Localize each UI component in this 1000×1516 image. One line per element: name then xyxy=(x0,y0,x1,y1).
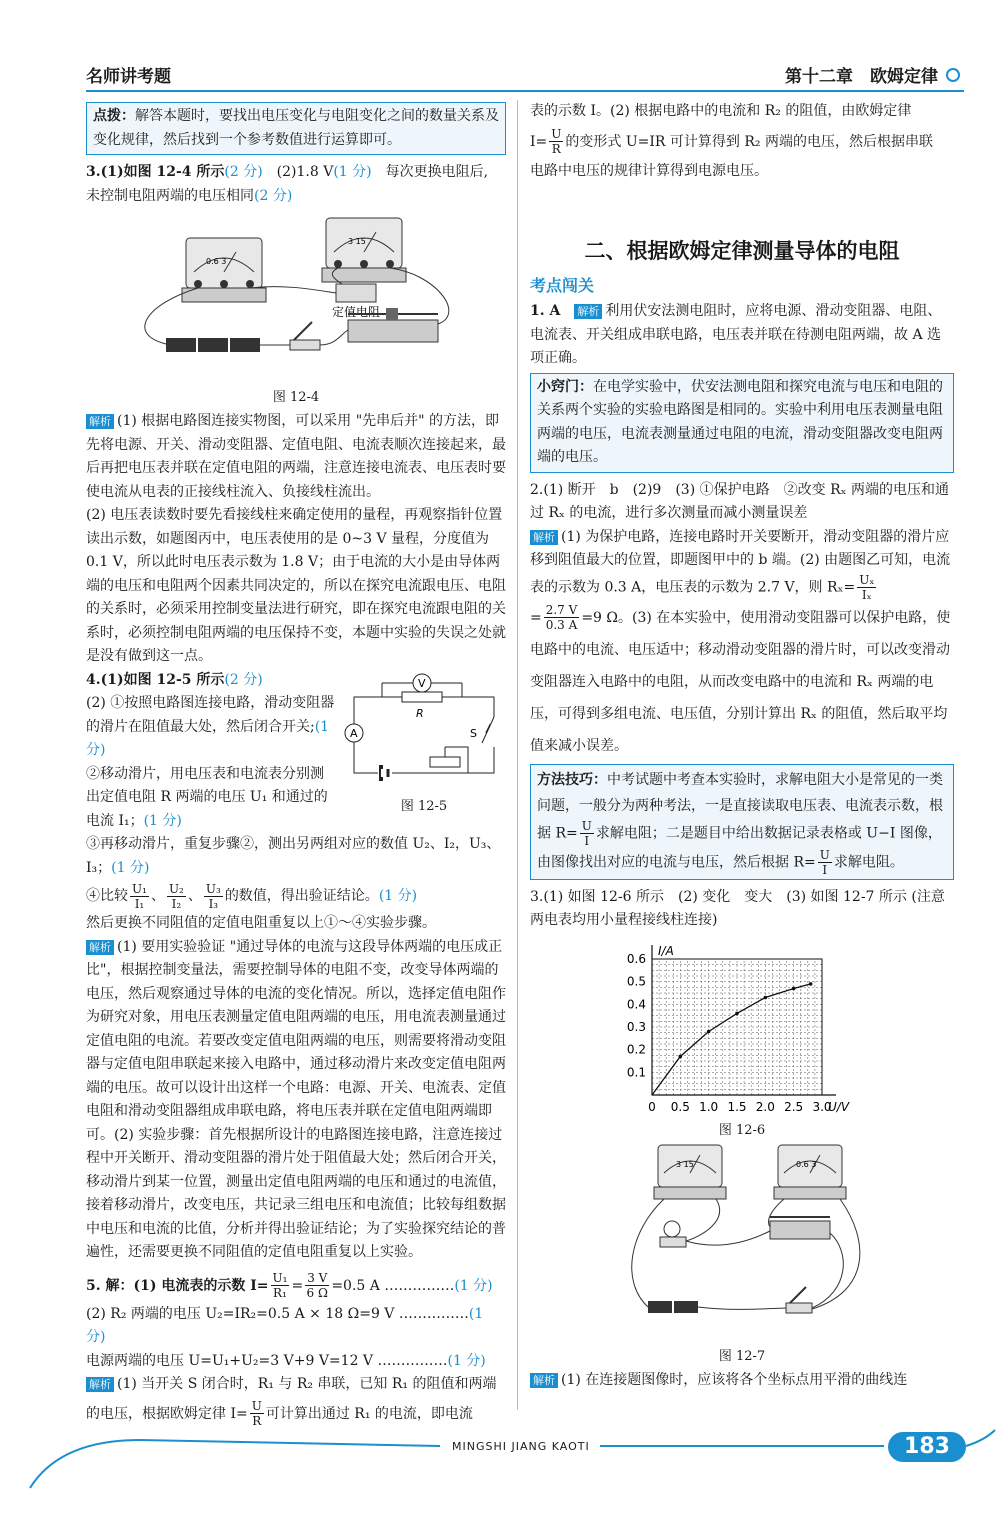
book-title: 名师讲考题 xyxy=(86,67,171,87)
score: (2 分) xyxy=(224,671,263,688)
q3-analysis xyxy=(86,410,506,504)
meter-scale: 0.6 3 xyxy=(206,257,227,266)
ammeter-icon xyxy=(774,1145,846,1199)
x-tick-label: 0 xyxy=(648,1099,656,1114)
meter-scale: 3 15 xyxy=(676,1159,694,1169)
circuit-photo-12-7 xyxy=(530,1141,954,1341)
figure-caption: 图 12-4 xyxy=(272,390,320,405)
score: (1 分) xyxy=(454,1277,493,1294)
continued-text-3: 电路中电压的规律计算得到电源电压。 xyxy=(530,162,768,179)
q5-part3: (2) R₂ 两端的电压 U₂=IR₂=0.5 A × 18 Ω=9 V …………… xyxy=(86,1305,469,1322)
figure-12-5 xyxy=(342,673,506,814)
tip-label: 方法技巧： xyxy=(537,771,607,788)
q5-analysis xyxy=(86,1373,506,1397)
y-tick-label: 0.2 xyxy=(626,1042,646,1057)
data-point xyxy=(792,986,796,990)
switch-label: S xyxy=(470,726,477,740)
tip-text: 求解电阻。 xyxy=(833,854,904,870)
q3-part4: 未控制电阻两端的电压相同 xyxy=(86,187,254,204)
x-tick-label: 0.5 xyxy=(670,1099,690,1114)
analysis-tag: 解析 xyxy=(530,530,558,545)
figure-caption: 图 12-6 xyxy=(718,1122,766,1138)
equals: = xyxy=(291,1277,304,1294)
q4-block: 4.(1)如图 12-5 所示(2 分) (2) ①按照电路图连接电路，滑动变阻器的滑片在阻值最大处，然后闭合开关;(1 分) ②移动滑片，用电压表和电流表分别测出定值电阻 R 两端的电压 U₁ 和通过的电流 I₁；(1 分) V R A S 图 12-5 ③再移动滑片，重复步骤②，测出另两组对应的数值 U₂、I₂，U₃、I₃；(1 分) ④比较 $\frac{\text{U₁}}{\text{I₁}}$ 、 $\frac{\text{U₂}}{\text{I₂}}$ 、 $\frac{\text{U₃}}{\text{I₃}}$ 的数值，得出验证结论。(1 分) 然后更换不同阻值的定值电阻重复以上①～④实验步骤。 xyxy=(86,669,506,936)
q3-answer xyxy=(86,161,506,208)
score: (2 分) xyxy=(254,187,293,204)
ammeter-icon xyxy=(182,238,266,302)
chart-grid xyxy=(652,959,822,1095)
battery-icon xyxy=(648,1301,698,1313)
q5-part1: 5. 解：(1) 电流表的示数 I= xyxy=(86,1277,269,1294)
resistor-label: R xyxy=(416,706,424,720)
analysis-tag: 解析 xyxy=(530,1373,558,1388)
tip-text: 中考试题中考查本实验时，求解电阻大小是常见的一类问题，一般分为两种考法，一是直接读取电压表、电流表示数，根据 R= xyxy=(537,771,943,841)
score: (1 分) xyxy=(111,859,150,876)
q4-step1: (2) ①按照电路图连接电路，滑动变阻器的滑片在阻值最大处，然后闭合开关; xyxy=(86,695,335,735)
analysis-text: 的电压，根据欧姆定律 I= xyxy=(86,1405,248,1422)
page-footer xyxy=(0,1410,1000,1490)
score: (1 分) xyxy=(86,718,330,758)
analysis-text: =9 Ω。(3) 在本实验中，使用滑动变阻器可以保护电路，使电路中的电流、电压适中；移动滑动变阻器的滑片时，可以改变滑动变阻器连入电路中的电阻，从而改变电路中的电流和 Rₓ 两端的电压，可得到多组电流、电压值，分别计算出 Rₓ 的阻值，然后取平均值来减小误差。 xyxy=(530,609,951,754)
fraction: $\frac{U}{I}$ xyxy=(581,818,592,848)
ammeter-label: A xyxy=(350,726,358,740)
q4-step2: ②移动滑片，用电压表和电流表分别测出定值电阻 R 两端的电压 U₁ 和通过的电流 I₁； xyxy=(86,765,328,829)
q4-part1: 4.(1)如图 12-5 所示 xyxy=(86,671,225,688)
q5-part2: =0.5 A …………… xyxy=(331,1277,455,1294)
q3-part1: 3.(1)如图 12-4 所示 xyxy=(86,164,225,180)
voltmeter-label: V xyxy=(418,676,426,690)
figure-caption: 图 12-5 xyxy=(400,798,448,814)
q5-part4: 电源两端的电压 U=U₁+U₂=3 V+9 V=12 V …………… xyxy=(86,1352,448,1369)
rheostat-icon xyxy=(770,1217,830,1239)
continued-text: 表的示数 I。(2) 根据电路中的电流和 R₂ 的阻值，由欧姆定律 xyxy=(530,103,912,119)
footer-brand: MINGSHI JIANG KAOTI xyxy=(452,1440,590,1453)
left-column xyxy=(86,100,506,1431)
q4-step4: ④比较 xyxy=(86,888,128,904)
analysis-tag: 解析 xyxy=(574,304,602,319)
score: (1 分) xyxy=(447,1352,486,1369)
score: (2 分) xyxy=(224,164,263,180)
resistor-symbol xyxy=(402,692,442,702)
data-point xyxy=(707,1029,711,1033)
rheostat-icon xyxy=(348,308,438,342)
fraction: $\frac{\text{Uₓ}}{\text{Iₓ}}$ xyxy=(859,572,875,602)
figure-12-4 xyxy=(86,214,506,404)
chapter-title: 第十二章 欧姆定律 xyxy=(785,67,938,87)
fraction: $\frac{\text{U₁}}{\text{I₁}}$ xyxy=(132,881,147,911)
section-title: 二、根据欧姆定律测量导体的电阻 xyxy=(584,239,900,263)
q5-line2 xyxy=(86,1303,506,1350)
q5-line1 xyxy=(86,1269,506,1303)
y-tick-label: 0.1 xyxy=(626,1064,646,1079)
circle-icon xyxy=(946,68,960,82)
x-tick-label: 1.5 xyxy=(727,1099,747,1114)
x-tick-label: 1.0 xyxy=(699,1099,719,1114)
x-tick-label: 2.0 xyxy=(755,1099,775,1114)
y-tick-label: 0.4 xyxy=(626,996,646,1011)
x-tick-label: 2.5 xyxy=(784,1099,804,1114)
score: (1 分) xyxy=(378,888,418,904)
tip-label: 点拨： xyxy=(93,108,135,124)
chart-axes xyxy=(652,944,850,1114)
switch-icon xyxy=(786,1287,812,1313)
q4-step3: ③再移动滑片，重复步骤②，测出另两组对应的数值 U₂、I₂，U₃、I₃； xyxy=(86,836,501,876)
analysis-tag: 解析 xyxy=(86,940,114,955)
score: (1 分) xyxy=(143,812,182,829)
tip-box-3 xyxy=(530,764,954,880)
voltmeter-icon xyxy=(322,218,406,282)
analysis-text: 利用伏安法测电阻时，应将电源、滑动变阻器、电阻、电流表、开关组成串联电路，电压表并联在待测电阻两端，故 A 选项正确。 xyxy=(530,303,942,366)
q3-answer: 3.(1) 如图 12-6 所示 (2) 变化 变大 (3) 如图 12-7 所示 (注意两电表均用小量程接线柱连接) xyxy=(530,888,945,928)
tip-label: 小窍门： xyxy=(537,378,593,395)
right-column xyxy=(530,100,954,1392)
analysis-text: (1) 根据电路图连接实物图，可以采用 "先串后并" 的方法，即先将电源、开关、滑动变阻器、定值电阻、电流表顺次连接起来，最后再把电压表并联在定值电阻的两端，注意连接电流表、电压表时要使电流从电表的正接线柱流入、负接线柱流出。 xyxy=(86,413,506,500)
x-tick-label: 3.0 xyxy=(812,1099,832,1114)
switch-icon xyxy=(290,322,320,350)
q4-step4b: 的数值，得出验证结论。 xyxy=(224,888,379,904)
figure-caption: 图 12-7 xyxy=(718,1348,766,1364)
q3-analysis-2: (2) 电压表读数时要先看接线柱来确定使用的量程，再观察指针位置读出示数，如题图丙中，电压表使用的是 0~3 V 量程，分度值为 0.1 V，所以此时电压表示数为 1.8 V；由于电流的大小是由导体两端的电压和电阻两个因素共同决定的，所以在探究电流跟电压、电阻的关系时，必须采用控制变量法进行研究，即在探究电流跟电阻的关系时，必须控制电阻两端的电压保持不变，本题中实验的失误之处就是没有做到这一点。 xyxy=(86,507,506,664)
fraction: $\frac{2.7 V}{0.3 A}$ xyxy=(545,603,578,632)
analysis-text: (1) 在连接题图像时，应该将各个坐标点用平滑的曲线连 xyxy=(561,1371,908,1388)
resistor-label: 定值电阻 xyxy=(332,305,381,319)
x-axis-label: U/V xyxy=(828,1099,850,1114)
figure-12-7 xyxy=(530,1141,954,1363)
meter-scale: 3 15 xyxy=(348,237,366,246)
header-rule xyxy=(86,90,964,92)
column-divider xyxy=(517,100,518,1410)
fraction: $\frac{3 V}{6 \Omega}$ xyxy=(306,1271,328,1300)
subsection-title: 考点闯关 xyxy=(530,276,595,295)
tip-text: 在电学实验中，伏安法测电阻和探究电流与电压和电阻的关系两个实验的实验电路图是相同的。实验中利用电压表测量电阻两端的电压，电流表测量通过电阻的电流，滑动变阻器改变电阻两端的电压。 xyxy=(537,378,943,465)
series-line xyxy=(652,983,811,1094)
battery-icon xyxy=(166,338,260,352)
lamp-icon xyxy=(660,1221,686,1247)
tip-text: 解答本题时，要找出电压变化与电阻变化之间的数量关系及变化规律，然后找到一个参考数值进行运算即可。 xyxy=(93,108,499,148)
q2-analysis xyxy=(530,526,954,602)
rheostat-symbol xyxy=(430,757,460,767)
circuit-photo-12-4 xyxy=(86,214,506,382)
y-tick-label: 0.5 xyxy=(626,974,646,989)
page-header xyxy=(0,58,1000,94)
q4-analysis xyxy=(86,936,506,1265)
analysis-tag: 解析 xyxy=(86,1377,114,1392)
fraction: $\frac{\text{U₁}}{\text{R₁}}$ xyxy=(272,1271,288,1300)
y-axis-label: I/A xyxy=(658,943,674,958)
y-tick-label: 0.6 xyxy=(626,951,646,966)
fraction: $\frac{U}{R}$ xyxy=(551,127,562,156)
q3-analysis xyxy=(530,1369,954,1393)
analysis-text: (1) 为保护电路，连接电路时开关要断开，滑动变阻器的滑片应移到阻值最大的位置，即题图甲中的 b 端。(2) 由题图乙可知，电流表的示数为 0.3 A，电压表的示数为 2.7 V，则 Rₓ= xyxy=(530,528,951,595)
resistor-icon xyxy=(336,284,376,302)
tip-box-2 xyxy=(530,373,954,473)
q3-part3: 每次更换电阻后, xyxy=(371,164,489,180)
tip-box xyxy=(86,102,506,155)
q2-analysis-2: = $\frac{2.7 V}{0.3 A}$ =9 Ω。(3) 在本实验中，使用滑动变阻器可以保护电路，使电路中的电流、电压适中；移动滑动变阻器的滑片时，可以改变滑动变阻器连入电路中的电阻，从而改变电路中的电流和 Rₓ 两端的电压，可得到多组电流、电压值，分别计算出 Rₓ 的阻值，然后取平均值来减小误差。 xyxy=(530,603,951,754)
q4-step5: 然后更换不同阻值的定值电阻重复以上①～④实验步骤。 xyxy=(86,915,436,931)
data-point xyxy=(764,995,768,999)
score: (1 分) xyxy=(86,1305,484,1345)
tip-text: 求解电阻；二是题目中给出数据记录表格或 U−I 图像，由图像找出对应的电流与电压，然后根据 R= xyxy=(537,825,942,870)
fraction: $\frac{\text{U₃}}{\text{I₃}}$ xyxy=(205,881,221,911)
fraction: $\frac{U}{I}$ xyxy=(819,847,830,877)
continued-text-2: I= $\frac{U}{R}$ 的变形式 U=IR 可计算得到 R₂ 两端的电压，然后根据串联 xyxy=(530,127,933,156)
analysis-text: (1) 当开关 S 闭合时，R₁ 与 R₂ 串联，已知 R₁ 的阻值和两端 xyxy=(117,1376,497,1392)
q5-line3 xyxy=(86,1350,506,1374)
voltmeter-icon xyxy=(654,1145,726,1199)
analysis-text: (1) 要用实验验证 "通过导体的电流与这段导体两端的电压成正比"，根据控制变量法，需要控制导体的电阻不变，改变导体两端的电压，然后观察通过导体的电流的变化情况。所以，选择定值电阻作为研究对象，用电压表测量定值电阻两端的电压，用电流表测量通过定值电阻的电流。若要改变定值电阻两端的电压，则需要将滑动变阻器与定值电阻串联起来接入电路中，通过移动滑片来改变定值电阻两端的电压。故可以设计出这样一个电路：电源、开关、电流表、定值电阻和滑动变阻器组成串联电路，将电压表并联在定值电阻两端即可。(2) 实验步骤：首先根据所设计的电路图连接电路，注意连接过程中开关断开、滑动变阻器的滑片处于阻值最大处；然后闭合开关，移动滑片到某一位置，测量出定值电阻两端的电压和通过的电流值，接着移动滑片，改变电压，共记录三组电压和电流值；比较每组数据中电压和电流的比值，分析并得出验证结论；为了实验探究结论的普遍性，还需要更换不同阻值的定值电阻重复以上实验。 xyxy=(86,938,506,1260)
fraction: $\frac{\text{U₂}}{\text{I₂}}$ xyxy=(168,881,184,911)
data-point xyxy=(809,982,813,986)
analysis-tag: 解析 xyxy=(86,414,114,429)
q1-answer xyxy=(530,300,954,371)
score: (1 分) xyxy=(333,164,372,180)
fraction: $\frac{U}{R}$ xyxy=(251,1399,262,1428)
analysis-text: 可计算出通过 R₁ 的电流，即电流 xyxy=(265,1405,473,1422)
circuit-diagram-12-5 xyxy=(342,673,506,791)
meter-scale: 0.6 3 xyxy=(796,1159,817,1169)
data-point xyxy=(735,1011,739,1015)
q3-part2: (2)1.8 V xyxy=(262,164,334,180)
page-number: 183 xyxy=(888,1432,966,1462)
figure-12-6 xyxy=(530,939,954,1138)
y-tick-label: 0.3 xyxy=(626,1019,646,1034)
q2-answer: 2.(1) 断开 b (2)9 (3) ①保护电路 ②改变 Rₓ 两端的电压和通过 Rₓ 的电流，进行多次测量而减小测量误差 xyxy=(530,481,949,521)
iv-chart xyxy=(530,939,954,1115)
q1-head: 1. A xyxy=(530,303,561,319)
data-point xyxy=(679,1054,683,1058)
